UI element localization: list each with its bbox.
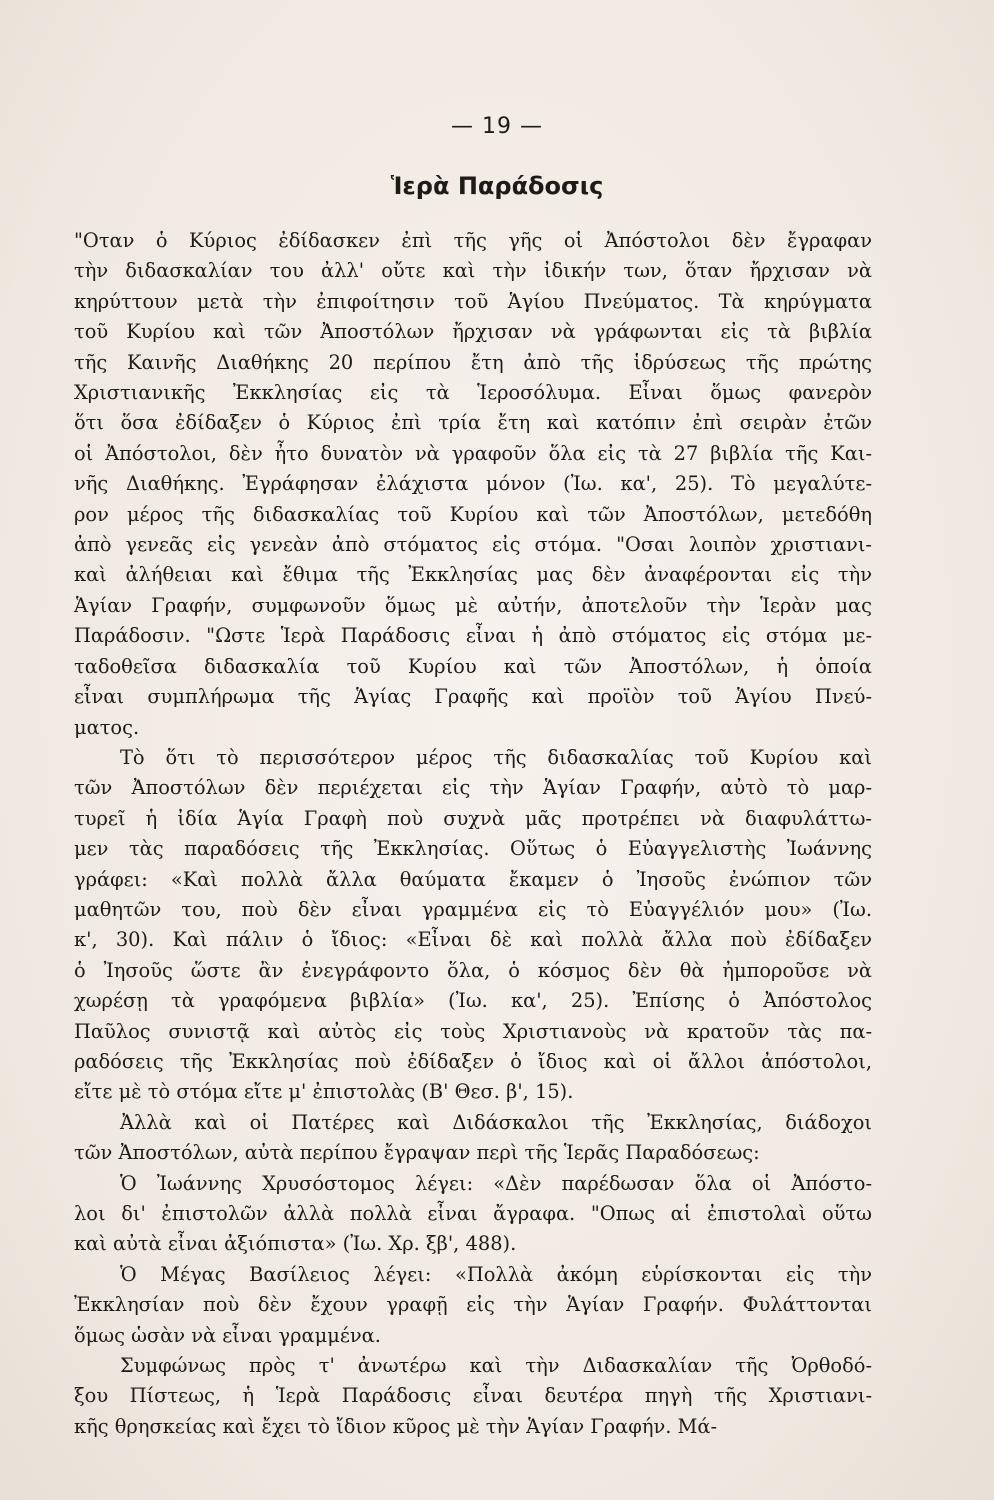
text-line: εἴτε μὲ τὸ στόμα εἴτε μ' ἐπιστολὰς (Β' Θεσ. β', 15). bbox=[74, 1080, 574, 1104]
paragraph bbox=[74, 1260, 872, 1351]
text-line: ὁ Ἰησοῦς ὥστε ἂν ἐνεγράφοντο ὅλα, ὁ κόσμος δὲν θὰ ἠμποροῦσε νὰ bbox=[74, 958, 872, 982]
text-line: ματος. bbox=[74, 715, 140, 739]
text-line: Ἐκκλησίαν ποὺ δὲν ἔχουν γραφῇ εἰς τὴν Ἁγίαν Γραφήν. Φυλάττονται bbox=[74, 1293, 872, 1317]
text-line: Ἁγίαν Γραφήν, συμφωνοῦν ὅμως μὲ αὐτήν, ἀποτελοῦν τὴν Ἱερὰν μας bbox=[74, 593, 872, 617]
paragraph bbox=[74, 226, 872, 743]
text-line: ἀπὸ γενεᾶς εἰς γενεὰν ἀπὸ στόματος εἰς στόμα. "Οσαι λοιπὸν χριστιανι- bbox=[74, 533, 872, 557]
text-line: ρον μέρος τῆς διδασκαλίας τοῦ Κυρίου καὶ τῶν Ἀποστόλων, μετεδόθη bbox=[74, 502, 872, 526]
section-title: Ἱερὰ Παράδοσις bbox=[390, 172, 604, 200]
text-line: Ὁ Ἰωάννης Χρυσόστομος λέγει: «Δὲν παρέδωσαν ὅλα οἱ Ἀπόστο- bbox=[120, 1171, 872, 1195]
page-number: — 19 — bbox=[451, 114, 543, 139]
paragraph bbox=[74, 1108, 872, 1169]
text-line: καὶ αὐτὰ εἶναι ἀξιόπιστα» (Ἰω. Χρ. ξβ', 488). bbox=[74, 1232, 517, 1256]
text-line: Χριστιανικῆς Ἐκκλησίας εἰς τὰ Ἱεροσόλυμα. Εἶναι ὅμως φανερὸν bbox=[74, 381, 872, 405]
text-line: ξου Πίστεως, ἡ Ἱερὰ Παράδοσις εἶναι δευτέρα πηγὴ τῆς Χριστιανι- bbox=[74, 1384, 872, 1408]
text-line: τῶν Ἀποστόλων δὲν περιέχεται εἰς τὴν Ἁγίαν Γραφήν, αὐτὸ τὸ μαρ- bbox=[74, 776, 872, 800]
text-line: ὅτι ὅσα ἐδίδαξεν ὁ Κύριος ἐπὶ τρία ἔτη καὶ κατόπιν ἐπὶ σειρὰν ἐτῶν bbox=[74, 411, 872, 435]
text-line: εἶναι συμπλήρωμα τῆς Ἁγίας Γραφῆς καὶ προϊὸν τοῦ Ἁγίου Πνεύ- bbox=[74, 685, 872, 709]
body-text bbox=[74, 226, 872, 1442]
text-line: τῶν Ἀποστόλων, αὐτὰ περίπου ἔγραψαν περὶ τῆς Ἱερᾶς Παραδόσεως: bbox=[74, 1141, 760, 1165]
text-line: Ὁ Μέγας Βασίλειος λέγει: «Πολλὰ ἀκόμη εὑρίσκονται εἰς τὴν bbox=[120, 1262, 872, 1286]
text-line: τὴν διδασκαλίαν του ἀλλ' οὔτε καὶ τὴν ἰδικήν των, ὅταν ἤρχισαν νὰ bbox=[74, 259, 872, 283]
text-line: κ', 30). Καὶ πάλιν ὁ ἴδιος: «Εἶναι δὲ καὶ πολλὰ ἄλλα ποὺ ἐδίδαξεν bbox=[74, 928, 872, 952]
text-line: Παράδοσιν. "Ωστε Ἱερὰ Παράδοσις εἶναι ἡ ἀπὸ στόματος εἰς στόμα με- bbox=[74, 624, 872, 648]
text-line: καὶ ἀλήθειαι καὶ ἔθιμα τῆς Ἐκκλησίας μας δὲν ἀναφέρονται εἰς τὴν bbox=[74, 563, 872, 587]
text-line: κηρύττουν μετὰ τὴν ἐπιφοίτησιν τοῦ Ἁγίου Πνεύματος. Τὰ κηρύγματα bbox=[74, 289, 872, 313]
text-line: μαθητῶν του, ποὺ δὲν εἶναι γραμμένα εἰς τὸ Εὐαγγέλιόν μου» (Ἰω. bbox=[74, 897, 872, 921]
text-line: τυρεῖ ἡ ἰδία Ἁγία Γραφὴ ποὺ συχνὰ μᾶς προτρέπει νὰ διαφυλάττω- bbox=[74, 806, 872, 830]
text-line: τῆς Καινῆς Διαθήκης 20 περίπου ἔτη ἀπὸ τῆς ἱδρύσεως τῆς πρώτης bbox=[74, 350, 872, 374]
text-line: Τὸ ὅτι τὸ περισσότερον μέρος τῆς διδασκαλίας τοῦ Κυρίου καὶ bbox=[120, 745, 872, 769]
text-line: Ἀλλὰ καὶ οἱ Πατέρες καὶ Διδάσκαλοι τῆς Ἐκκλησίας, διάδοχοι bbox=[120, 1110, 872, 1134]
text-line: γράφει: «Καὶ πολλὰ ἄλλα θαύματα ἔκαμεν ὁ Ἰησοῦς ἐνώπιον τῶν bbox=[74, 867, 872, 891]
text-line: νῆς Διαθήκης. Ἐγράφησαν ἐλάχιστα μόνον (Ἰω. κα', 25). Τὸ μεγαλύτε- bbox=[74, 472, 872, 496]
text-line: τοῦ Κυρίου καὶ τῶν Ἀποστόλων ἤρχισαν νὰ γράφωνται εἰς τὰ βιβλία bbox=[74, 320, 872, 344]
paragraph bbox=[74, 1169, 872, 1260]
text-line: χωρέσῃ τὰ γραφόμενα βιβλία» (Ἰω. κα', 25). Ἐπίσης ὁ Ἀπόστολος bbox=[74, 989, 872, 1013]
paragraph bbox=[74, 743, 872, 1108]
text-line: Συμφώνως πρὸς τ' ἀνωτέρω καὶ τὴν Διδασκαλίαν τῆς Ὀρθοδό- bbox=[120, 1354, 872, 1378]
text-line: μεν τὰς παραδόσεις τῆς Ἐκκλησίας. Οὕτως ὁ Εὐαγγελιστὴς Ἰωάννης bbox=[74, 837, 872, 861]
text-line: "Οταν ὁ Κύριος ἐδίδασκεν ἐπὶ τῆς γῆς οἱ Ἀπόστολοι δὲν ἔγραφαν bbox=[74, 229, 872, 252]
text-line: ὅμως ὡσὰν νὰ εἶναι γραμμένα. bbox=[74, 1323, 381, 1347]
text-line: Παῦλος συνιστᾷ καὶ αὐτὸς εἰς τοὺς Χριστιανοὺς νὰ κρατοῦν τὰς πα- bbox=[74, 1019, 872, 1043]
text-line: ταδοθεῖσα διδασκαλία τοῦ Κυρίου καὶ τῶν Ἀποστόλων, ἡ ὁποία bbox=[74, 654, 872, 678]
text-line: ραδόσεις τῆς Ἐκκλησίας ποὺ ἐδίδαξεν ὁ ἴδιος καὶ οἱ ἄλλοι ἀπόστολοι, bbox=[74, 1049, 872, 1073]
paragraph bbox=[74, 1351, 872, 1442]
text-line: οἱ Ἀπόστολοι, δὲν ἦτο δυνατὸν νὰ γραφοῦν ὅλα εἰς τὰ 27 βιβλία τῆς Και- bbox=[74, 441, 872, 465]
text-line: λοι δι' ἐπιστολῶν ἀλλὰ πολλὰ εἶναι ἄγραφα. "Οπως αἱ ἐπιστολαὶ οὕτω bbox=[74, 1202, 872, 1225]
text-line: κῆς θρησκείας καὶ ἔχει τὸ ἴδιον κῦρος μὲ τὴν Ἁγίαν Γραφήν. Μά- bbox=[74, 1414, 718, 1438]
